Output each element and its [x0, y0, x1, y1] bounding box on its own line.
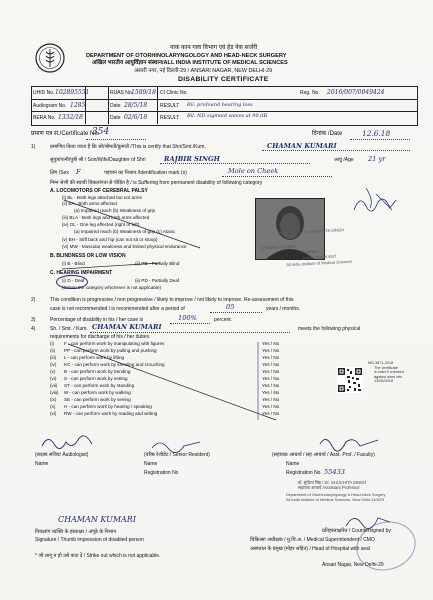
- audiologist-signature: [40, 432, 100, 454]
- req-yes-no: Yes / No: [262, 376, 280, 381]
- faculty-stamp-line: All India Institute of Medical Sciences, New Delhi-110029: [286, 497, 385, 502]
- photo-stamp-line: Department of ENT: [301, 253, 337, 261]
- hindi-dept-title: नाक कान गला विभाग एवं हेड नेक सर्जरी: [170, 45, 258, 51]
- req-text: B - can perform work by bending: [64, 369, 131, 374]
- qr-code-id: MS-3871-2018: [368, 361, 394, 365]
- disabled-person-signature-text: CHAMAN KUMARI: [58, 515, 136, 524]
- date2-label: Date: [110, 115, 121, 121]
- faculty-stamp-line: डॉ. सुचिता सिंह / Dr. SHUCHITA SINGH: [298, 480, 367, 485]
- id-mark-label: पहचान का निशान /Identification mark (s): [104, 170, 187, 176]
- item1-line4: निम्न श्रेणी की स्थायी विकलांगता से पीड़ित है / is Suffering from permanent disability of following category: [50, 180, 263, 186]
- result2-label: RESULT: [160, 115, 180, 121]
- senior-resident-label: (वरिष्ठ रेजीडेंट / Senior Resident): [144, 452, 210, 458]
- section-c-item: (i) D - Deaf: [62, 278, 85, 283]
- req-yes-no: Yes / No: [262, 341, 280, 346]
- req-num: (v): [50, 369, 56, 374]
- req-yes-no: Yes / No: [262, 390, 280, 395]
- section-b-item: (i) B - Blind: [62, 261, 85, 266]
- sex-label: लिंग /Sex: [50, 170, 69, 176]
- senior-resident-name-label: Name: [144, 461, 158, 467]
- req-num: (ii): [50, 348, 56, 353]
- req-num: (i): [50, 341, 55, 346]
- photo-stamp-line: Professor: [301, 248, 319, 255]
- req-num: (iii): [50, 355, 57, 360]
- req-yes-no: Yes / No: [262, 348, 280, 353]
- item4-line2: requirements for discharge of his / her duties.: [50, 334, 151, 340]
- father-name: RAJBIR SINGH: [164, 155, 220, 163]
- audiogram-value: 1285: [70, 102, 86, 109]
- req-num: (ix): [50, 397, 57, 402]
- result1-label: RESULT: [160, 103, 180, 109]
- req-num: (x): [50, 404, 56, 409]
- section-b-item: (ii) PB - Partially Blind: [135, 261, 180, 266]
- faculty-name-label: Name: [286, 461, 300, 467]
- institute-name: [92, 60, 288, 66]
- photo-stamp-line: CHAMAN KUMARI: [261, 243, 296, 251]
- section-a-title: A. LOCOMOTORS OF CEREBRAL PALSY: [50, 188, 148, 194]
- reg-value: 2016/007/0049424: [327, 89, 385, 96]
- req-text: L - can perform work by lifting: [64, 355, 125, 360]
- head-of-hospital-label: अस्पताल के प्रमुख (मोहर सहित) / Head of Hospital with seal: [250, 546, 370, 552]
- deaf-circle: [56, 275, 88, 289]
- section-c-item: (ii) PD - Partially Deaf: [135, 278, 180, 283]
- item3-post: percent.: [214, 317, 233, 323]
- ruas-value: 1589/18: [131, 89, 156, 96]
- section-c-note: (Delete the category whichever is not applicable): [62, 285, 162, 290]
- date2-value: 02/6/18: [124, 114, 148, 121]
- section-a-item: (vi) MW - Muscular weakness and limited physical endurance: [62, 244, 187, 249]
- requirements-strike: [62, 340, 282, 422]
- uhid-value: 102895551: [55, 89, 90, 96]
- reassess-period: 05: [226, 303, 235, 311]
- req-text: W - can perform work by walking: [64, 390, 131, 395]
- id-mark-value: Mole on Cheek: [228, 167, 279, 175]
- qr-line: against sites info: [374, 374, 403, 379]
- faculty-reg-label: Registration No.: [286, 470, 322, 476]
- institute-address: अंसारी नगर, नई दिल्ली-29 / ANSARI NAGAR, NEW DELHI-29: [134, 68, 273, 74]
- qr-line: The certificate: [374, 365, 398, 370]
- faculty-stamp-line: सहायक आचार्य /Assistant Professor: [298, 485, 360, 491]
- disabled-signature-label-hindi: विकलांग व्यक्ति के हस्ताक्षर / अंगूठे के निशान: [35, 529, 117, 535]
- section-a-strike: [60, 194, 210, 252]
- req-yes-no: Yes / No: [262, 383, 280, 388]
- section-c-title: C. HEARING IMPAIRMENT: [50, 270, 113, 276]
- section-a-item: (v) BH - Stiff back and hip (can not sit or stoop): [62, 237, 158, 242]
- senior-resident-reg-label: Registration No: [144, 470, 179, 476]
- item4-pre: Sh. / Smt. / Kum.: [50, 326, 88, 332]
- item1-line1: प्रमाणित किया जाता है कि श्री/श्रीमती/कुमारी /This is certify that Shri/Smt./Kum.: [50, 144, 206, 150]
- req-text: KC - can perform work by kneeling and crouching: [64, 362, 165, 367]
- item2-line2-post: years / months.: [266, 306, 301, 312]
- section-a-item: (a) Impaired reach (b) Weakness of grip (c) Ataxic: [74, 229, 176, 234]
- item4-number: 4): [31, 326, 36, 332]
- req-yes-no: Yes / No: [262, 404, 280, 409]
- margin-annotation: [362, 184, 402, 214]
- institute-name-hindi: अखिल भारतीय आयुर्विज्ञान संस्थान: [92, 60, 162, 66]
- req-yes-no: Yes / No: [262, 355, 280, 360]
- req-text: ST - can perform work by standing: [64, 383, 135, 388]
- verification-qr-code: [337, 367, 363, 393]
- section-b-strike: [60, 258, 170, 268]
- audiogram-label: Audiogram No.: [33, 103, 67, 109]
- item4-name: CHAMAN KUMARI: [92, 323, 162, 331]
- age-value: 21 yr: [368, 155, 386, 163]
- section-a-item: (iv) OL - One leg affected (right or left): [62, 222, 140, 227]
- medical-superintendent-label: चिकित्सा अधीक्षक / मु.चि.अ. / Medical Superintendent / CMO: [250, 537, 375, 543]
- faculty-stamp-line: Department of Otorhinolaryngology & Head-Neck Surgery: [286, 492, 386, 497]
- audiologist-name-label: Name: [35, 461, 49, 467]
- req-yes-no: Yes / No: [262, 411, 280, 416]
- age-label: आयु /Age: [334, 157, 354, 163]
- photo-stamp-line: All India Institute of Medical Sciences: [286, 258, 353, 268]
- bera-label: BERA No.: [33, 115, 56, 121]
- hospital-address: Ansari Nagar, New Delhi-29: [322, 562, 384, 568]
- aiims-logo: [34, 42, 66, 74]
- section-a-item: (i) BL - Both legs attached but not arms: [62, 195, 142, 200]
- req-text: SE - can perform work by seeing: [64, 397, 131, 402]
- req-num: (viii): [50, 390, 59, 395]
- date-label: दिनांक /Date: [312, 131, 343, 137]
- req-num: (iv): [50, 362, 57, 367]
- ci-clinic-label: CI Clinic No.: [160, 90, 188, 96]
- sex-value: F: [76, 168, 81, 176]
- date1-label: Date: [110, 103, 121, 109]
- req-text: S - can perform work by setting: [64, 376, 128, 381]
- req-text: H - can perform work by hearing / speaking: [64, 404, 152, 409]
- item3-number: 3): [31, 317, 36, 323]
- section-a-item: (a) Impaired reach (b) Weakness of grip: [74, 208, 156, 213]
- req-text: PP - can perform work by pulling and pushing: [64, 348, 157, 353]
- certificate-no-label: प्रमाण पत्र सं./Certificate No.: [31, 131, 100, 137]
- ruas-label: RUAS No.: [110, 90, 134, 96]
- req-text: RW - can perform work by reading and writing: [64, 411, 158, 416]
- item2-number: 2): [31, 297, 36, 303]
- strike-out-note: * जो लागू न हो उसे काट दें / Strike out which is not applicable.: [35, 553, 161, 559]
- faculty-signature: [318, 432, 384, 452]
- dept-title: DEPARTMENT OF OTORHINOLARYNGOLOGY AND HEAD-NECK SURGERY: [86, 53, 287, 59]
- disability-percent: 100%: [178, 314, 197, 322]
- section-a-item: (ii) BA - Both arms affected: [62, 201, 117, 206]
- req-yes-no: Yes / No: [262, 397, 280, 402]
- item3-text: Percentage of disability in his / her case is: [50, 317, 144, 323]
- countersigned-label: प्रतिहस्ताक्षरित / Countersigned by: [322, 528, 391, 534]
- item2-line1: This condition is progressive / non progressive / likely to improve / not likely to improve. Re-assessment of this: [50, 297, 294, 303]
- req-num: (xi): [50, 411, 57, 416]
- req-text: F - can perform work by manipulating with figures: [64, 341, 165, 346]
- certificate-title: DISABILITY CERTIFICATE: [178, 76, 269, 83]
- section-b-title: B. BLINDNESS OR LOW VISION: [50, 253, 126, 259]
- bera-value: 1332/18: [58, 114, 83, 121]
- item1-line2: सुपुत्र/पत्नी/पुत्री श्री / Son/Wife/Daughter of Shri: [50, 157, 146, 163]
- qr-line: 13/06/2018: [374, 379, 394, 384]
- item4-post: meets the following physical: [298, 326, 361, 332]
- date-value: 12.6.18: [362, 129, 391, 138]
- disabled-signature-label: Signature / Thumb impression of disabled person: [35, 537, 144, 543]
- item2-line2: case is not recommended / is recommended after a period of: [50, 306, 185, 312]
- institute-name-en: /ALL INDIA INSTITUTE OF MEDICAL SCIENCES: [161, 60, 288, 66]
- audiologist-label: (सदस्य सचिव/ Audiologist): [35, 452, 89, 458]
- qr-line: is valid if checked: [374, 370, 404, 375]
- req-num: (vi): [50, 376, 57, 381]
- patient-name: CHAMAN KUMARI: [267, 142, 337, 150]
- certificate-no-value: 354: [92, 127, 110, 137]
- photo-stamp-line: डा. सुचिता सिंह / Dr. SHUCHITA SINGH: [278, 227, 344, 236]
- uhid-label: UHID No.: [33, 90, 55, 96]
- photo-stamp: [261, 227, 359, 278]
- reg-label: Reg. No.: [300, 90, 320, 96]
- section-a-item: (iii) BLA - Both legs and both arms affected: [62, 215, 150, 220]
- result2-value: Bil. ND sigmoid waves at 90 dB: [187, 113, 268, 119]
- disabled-person-signature: [58, 515, 136, 524]
- req-yes-no: Yes / No: [262, 369, 280, 374]
- req-yes-no: Yes / No: [262, 362, 280, 367]
- faculty-reg-value: 55433: [324, 468, 345, 476]
- date1-value: 28/5/18: [124, 102, 148, 109]
- item1-number: 1): [31, 144, 36, 150]
- req-num: (vii): [50, 383, 58, 388]
- result1-value: Bil. profound hearing loss: [187, 102, 253, 108]
- faculty-label: (सहायक आचार्य / सह आचार्य / Asst. Prof. / Faculty): [272, 452, 375, 458]
